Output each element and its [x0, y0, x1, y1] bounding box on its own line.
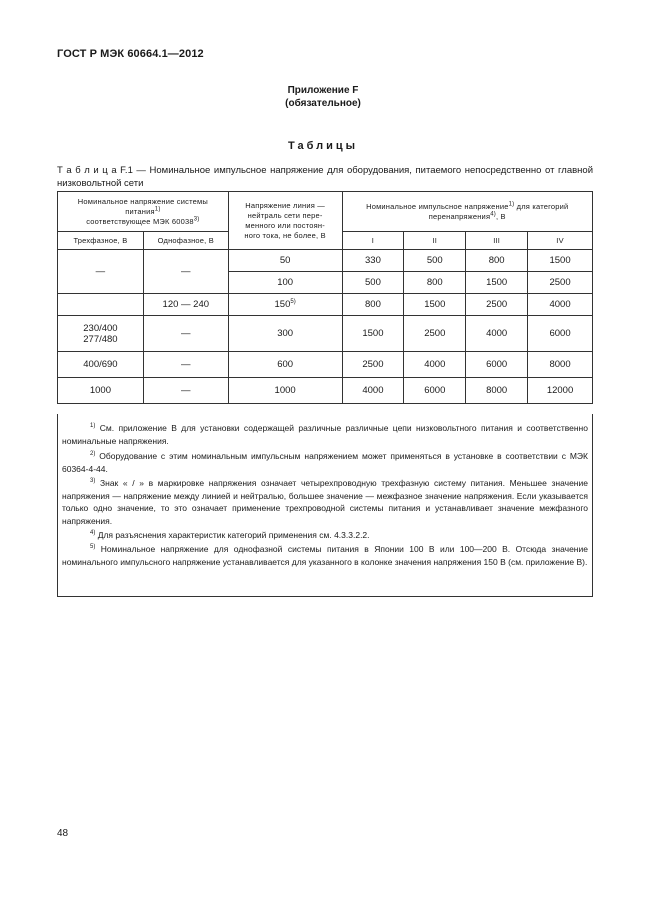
annex-title: Приложение F	[287, 85, 359, 96]
cell-cat-1: 2500	[342, 352, 404, 378]
cell-single-phase: —	[143, 352, 228, 378]
cell-cat-4: 1500	[528, 250, 593, 272]
cell-cat-3: 6000	[466, 352, 528, 378]
cell-cat-2: 500	[404, 250, 466, 272]
cell-line-neutral: 300	[228, 316, 342, 352]
cell-single-phase: —	[143, 316, 228, 352]
cell-cat-2: 2500	[404, 316, 466, 352]
cell-single-phase: —	[143, 378, 228, 404]
table-caption: Т а б л и ц а F.1 — Номинальное импульсное напряжение для оборудования, питаемого непосредственно от главной низковольтной сети	[57, 165, 593, 189]
cell-cat-1: 800	[342, 294, 404, 316]
cell-cat-2: 800	[404, 272, 466, 294]
cell-cat-4: 4000	[528, 294, 593, 316]
cell-cat-3: 8000	[466, 378, 528, 404]
cell-three-phase: —	[58, 250, 144, 294]
table-row	[58, 316, 593, 352]
document-header: ГОСТ Р МЭК 60664.1—2012	[57, 48, 204, 60]
cell-cat-1: 4000	[342, 378, 404, 404]
header-cat-4: IV	[528, 232, 593, 250]
cell-three-phase	[58, 294, 144, 316]
header-system-voltage: Номинальное напряжение системы питания$^{1)}$ соответствующее МЭК 60038$^{3)}$	[58, 192, 229, 232]
footnote-2: $^{2)}$ Оборудование с этим номинальным импульсным напряжением может применяться в установке в соответствии с МЭК 60364-4-44.	[62, 451, 588, 474]
cell-cat-3: 1500	[466, 272, 528, 294]
cell-three-phase: 1000	[58, 378, 144, 404]
header-three-phase: Трехфазное, В	[58, 232, 144, 250]
cell-cat-1: 500	[342, 272, 404, 294]
header-single-phase: Однофазное, В	[143, 232, 228, 250]
table-row	[58, 294, 593, 316]
header-line-neutral: Напряжение линия — нейтраль сети пере- менного или постоян- ного тока, не более, В	[228, 192, 342, 250]
cell-line-neutral: 1000	[228, 378, 342, 404]
header-cat-3: III	[466, 232, 528, 250]
cell-cat-1: 1500	[342, 316, 404, 352]
header-impulse-voltage: Номинальное импульсное напряжение$^{1)}$ для категорий перенапряжения$^{4)}$, В	[342, 192, 593, 232]
cell-single-phase: —	[143, 250, 228, 294]
page-number: 48	[57, 828, 69, 839]
voltage-table	[57, 191, 593, 404]
table-row	[58, 352, 593, 378]
cell-line-neutral: 600	[228, 352, 342, 378]
cell-line-neutral: 50	[228, 250, 342, 272]
cell-cat-3: 4000	[466, 316, 528, 352]
cell-cat-4: 12000	[528, 378, 593, 404]
footnote-5: $^{5)}$ Номинальное напряжение для однофазной системы питания в Японии 100 В или 100—200 В. Отсюда значение номинального импульсного напряжение устанавливается для указанного в колонке значения напряжения 150 В (см. приложение В).	[62, 544, 588, 567]
cell-three-phase: 400/690	[58, 352, 144, 378]
section-title: Таблицы	[288, 140, 358, 152]
footnote-3: $^{3)}$ Знак « / » в маркировке напряжения означает четырехпроводную трехфазную систему питания. Меньшее значение напряжения — напряжение между линией и нейтралью, большее значение — межфазное значение напряжения. Если указывается только одно значение, то это означает применение трехпроводной системы питания и устанавливает значение межфазного напряжения.	[62, 478, 588, 526]
cell-cat-2: 6000	[404, 378, 466, 404]
cell-cat-4: 6000	[528, 316, 593, 352]
annex-type: (обязательное)	[285, 98, 361, 109]
header-cat-1: I	[342, 232, 404, 250]
footnote-1: $^{1)}$ См. приложение В для установки содержащей различные различные цепи низковольтного питания и соответственно номинальные напряжения.	[62, 423, 588, 446]
cell-line-neutral: 150$^{5)}$	[228, 294, 342, 316]
cell-cat-3: 800	[466, 250, 528, 272]
cell-cat-1: 330	[342, 250, 404, 272]
cell-three-phase: 230/400 277/480	[58, 316, 144, 352]
cell-single-phase: 120 — 240	[143, 294, 228, 316]
table-row	[58, 378, 593, 404]
cell-cat-2: 1500	[404, 294, 466, 316]
cell-cat-4: 8000	[528, 352, 593, 378]
table-row	[58, 250, 593, 272]
cell-line-neutral: 100	[228, 272, 342, 294]
table-footnotes	[57, 414, 593, 597]
cell-cat-4: 2500	[528, 272, 593, 294]
header-cat-2: II	[404, 232, 466, 250]
cell-cat-2: 4000	[404, 352, 466, 378]
cell-cat-3: 2500	[466, 294, 528, 316]
annex-heading	[0, 84, 646, 110]
footnote-4: $^{4)}$ Для разъяснения характеристик категорий применения см. 4.3.3.2.2.	[90, 530, 370, 540]
